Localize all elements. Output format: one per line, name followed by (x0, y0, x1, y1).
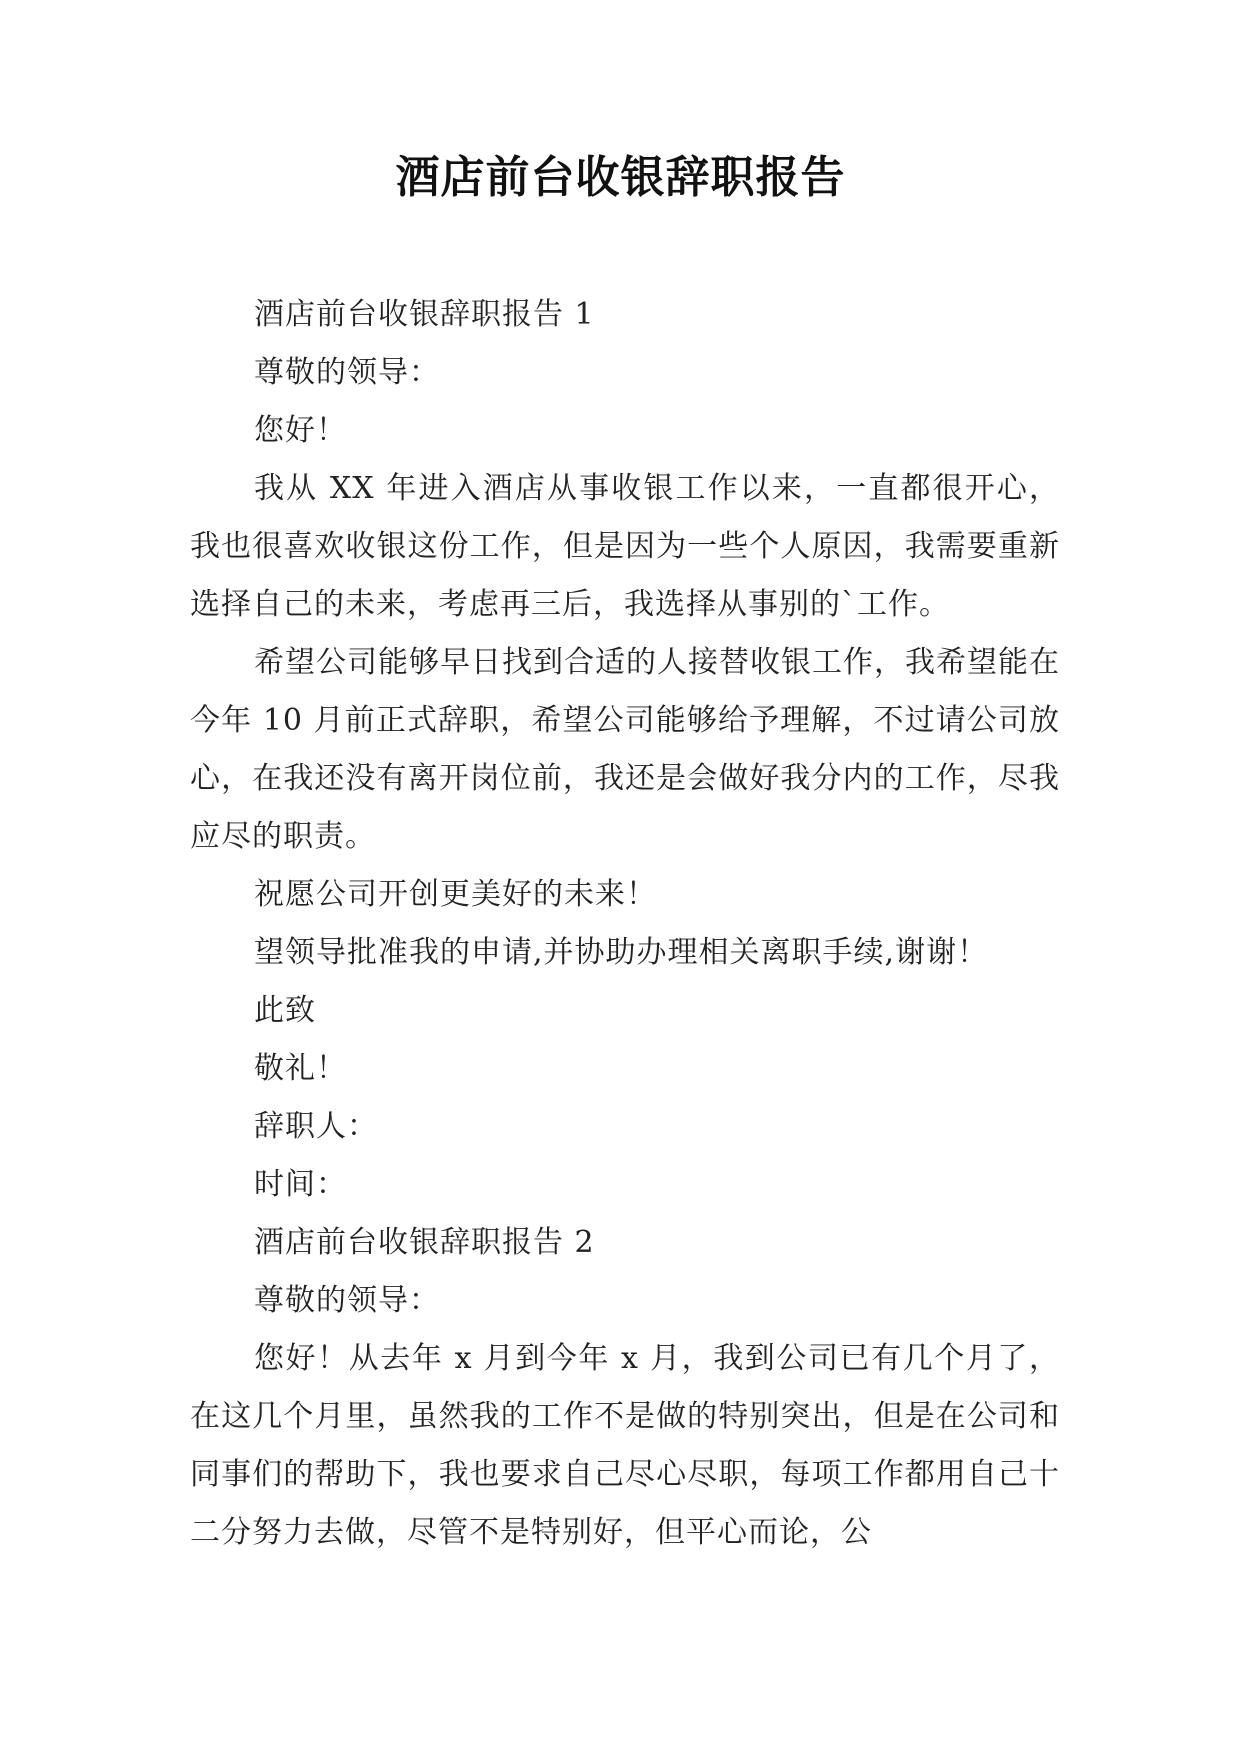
closing-salute: 敬礼！ (254, 1051, 347, 1086)
body-paragraph: 希望公司能够早日找到合适的人接替收银工作，我希望能在今年 10 月前正式辞职，希望公司能够给予理解，不过请公司放心，在我还没有离开岗位前，我还是会做好我分内的工作，尽我应尽的职责。 (190, 645, 1060, 854)
request-line: 望领导批准我的申请,并协助办理相关离职手续,谢谢！ (254, 935, 989, 970)
wish-line: 祝愿公司开创更美好的未来！ (254, 877, 657, 912)
report-heading-2: 酒店前台收银辞职报告 2 (254, 1225, 595, 1260)
report-heading-1: 酒店前台收银辞职报告 1 (254, 297, 595, 332)
greeting: 您好！ (254, 413, 347, 448)
closing-line: 此致 (254, 993, 316, 1028)
salutation: 尊敬的领导： (254, 1283, 440, 1318)
document-body (190, 286, 1060, 1562)
document-title: 酒店前台收银辞职报告 (395, 152, 846, 203)
salutation: 尊敬的领导： (254, 355, 440, 390)
signature-label: 辞职人： (254, 1109, 378, 1144)
body-paragraph: 我从 XX 年进入酒店从事收银工作以来，一直都很开心，我也很喜欢收银这份工作，但是因为一些个人原因，我需要重新选择自己的未来，考虑再三后，我选择从事别的`工作。 (190, 471, 1060, 622)
body-paragraph: 您好！从去年 x 月到今年 x 月，我到公司已有几个月了，在这几个月里，虽然我的工作不是做的特别突出，但是在公司和同事们的帮助下，我也要求自己尽心尽职，每项工作都用自己十二分努力去做，尽管不是特别好，但平心而论，公 (190, 1341, 1060, 1550)
date-label: 时间： (254, 1167, 347, 1202)
